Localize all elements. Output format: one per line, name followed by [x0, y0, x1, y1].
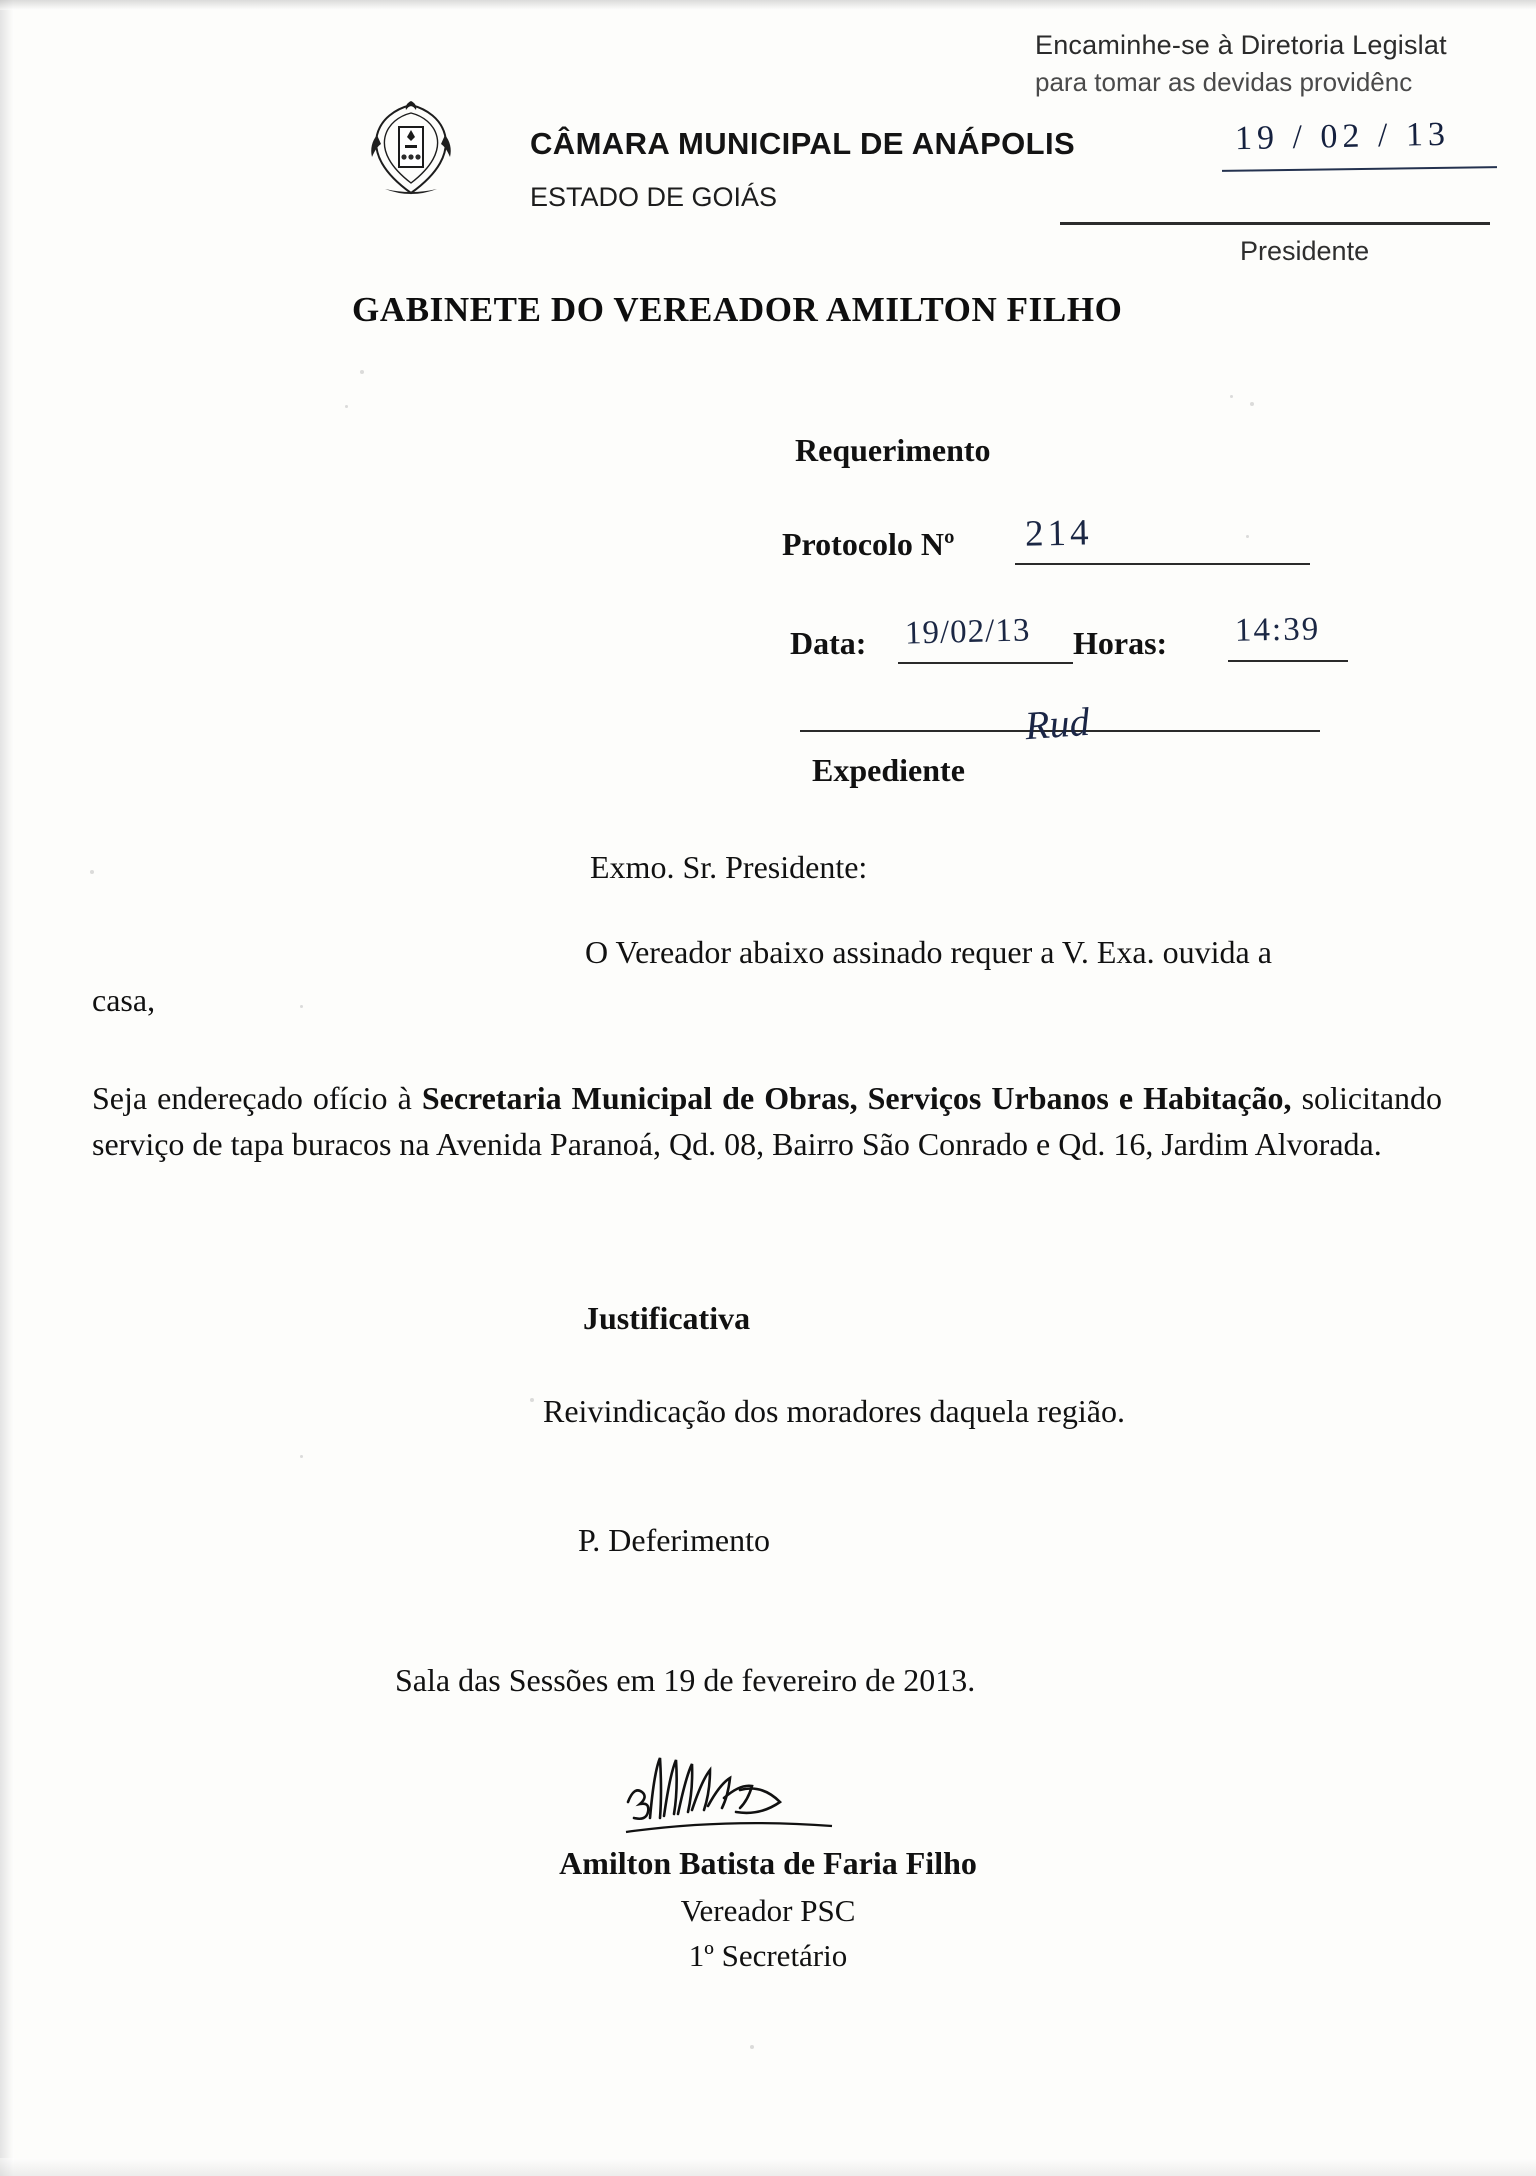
- handwritten-signature: [620, 1740, 850, 1850]
- deferment-line: P. Deferimento: [578, 1522, 770, 1558]
- document-type-title: Requerimento: [795, 432, 991, 468]
- routing-stamp: [1035, 30, 1505, 98]
- scan-speck: [750, 2045, 754, 2049]
- justification-text: Reivindicação dos moradores daquela região.: [543, 1393, 1125, 1429]
- office-title: GABINETE DO VEREADOR AMILTON FILHO: [352, 290, 1123, 329]
- expedient-label: Expediente: [812, 752, 965, 788]
- greeting-line: Exmo. Sr. Presidente:: [590, 849, 868, 885]
- institution-name: CÂMARA MUNICIPAL DE ANÁPOLIS: [530, 126, 1076, 161]
- president-label: Presidente: [1240, 236, 1370, 266]
- hours-rule: [1228, 660, 1348, 662]
- expedient-signature: Rud: [1023, 698, 1091, 749]
- protocol-value: 214: [1024, 512, 1093, 555]
- session-line: Sala das Sessões em 19 de fevereiro de 2013.: [395, 1662, 976, 1698]
- protocol-rule: [1015, 563, 1310, 565]
- scan-speck: [90, 870, 94, 874]
- president-signature-rule: [1060, 222, 1490, 225]
- coat-of-arms-icon: [365, 97, 457, 201]
- signer-name: Amilton Batista de Faria Filho: [559, 1845, 977, 1881]
- date-label: Data:: [790, 625, 867, 661]
- signer-role-secondary: 1º Secretário: [688, 1938, 848, 1973]
- scan-speck: [1250, 402, 1254, 406]
- request-paragraph: [92, 1075, 1442, 1168]
- signer-role: Vereador PSC: [680, 1893, 856, 1928]
- scan-speck: [360, 370, 364, 374]
- request-detail: solicitando serviço de tapa buracos na Avenida Paranoá, Qd. 08, Bairro São Conrado e Qd. 16, Jardim Alvorada.: [92, 1080, 1443, 1163]
- hours-value: 14:39: [1234, 611, 1321, 649]
- stamp-date-underline: [1222, 166, 1497, 172]
- state-name: ESTADO DE GOIÁS: [530, 182, 778, 212]
- routing-stamp-line-2: para tomar as devidas providênc: [1035, 67, 1413, 97]
- scan-speck: [1230, 395, 1233, 398]
- scan-speck: [1246, 535, 1249, 538]
- justification-title: Justificativa: [583, 1300, 751, 1336]
- scan-edge-top: [0, 0, 1536, 10]
- scan-speck: [300, 1005, 303, 1008]
- scan-speck: [345, 405, 348, 408]
- intro-line-2: casa,: [92, 982, 156, 1018]
- stamp-handwritten-date: 19 / 02 / 13: [1234, 115, 1451, 158]
- scan-speck: [530, 1398, 534, 1402]
- intro-line-1: O Vereador abaixo assinado requer a V. Exa. ouvida a: [585, 934, 1272, 970]
- routing-stamp-line-1: Encaminhe-se à Diretoria Legislat: [1035, 30, 1447, 60]
- date-value: 19/02/13: [904, 612, 1031, 652]
- request-prefix: Seja endereçado ofício à: [92, 1080, 422, 1116]
- scan-edge-bottom: [0, 2158, 1536, 2176]
- protocol-label: Protocolo Nº: [782, 526, 955, 562]
- hours-label: Horas:: [1073, 625, 1168, 661]
- date-rule: [898, 662, 1073, 664]
- scan-speck: [300, 1455, 303, 1458]
- request-department: Secretaria Municipal de Obras, Serviços Urbanos e Habitação,: [421, 1080, 1292, 1116]
